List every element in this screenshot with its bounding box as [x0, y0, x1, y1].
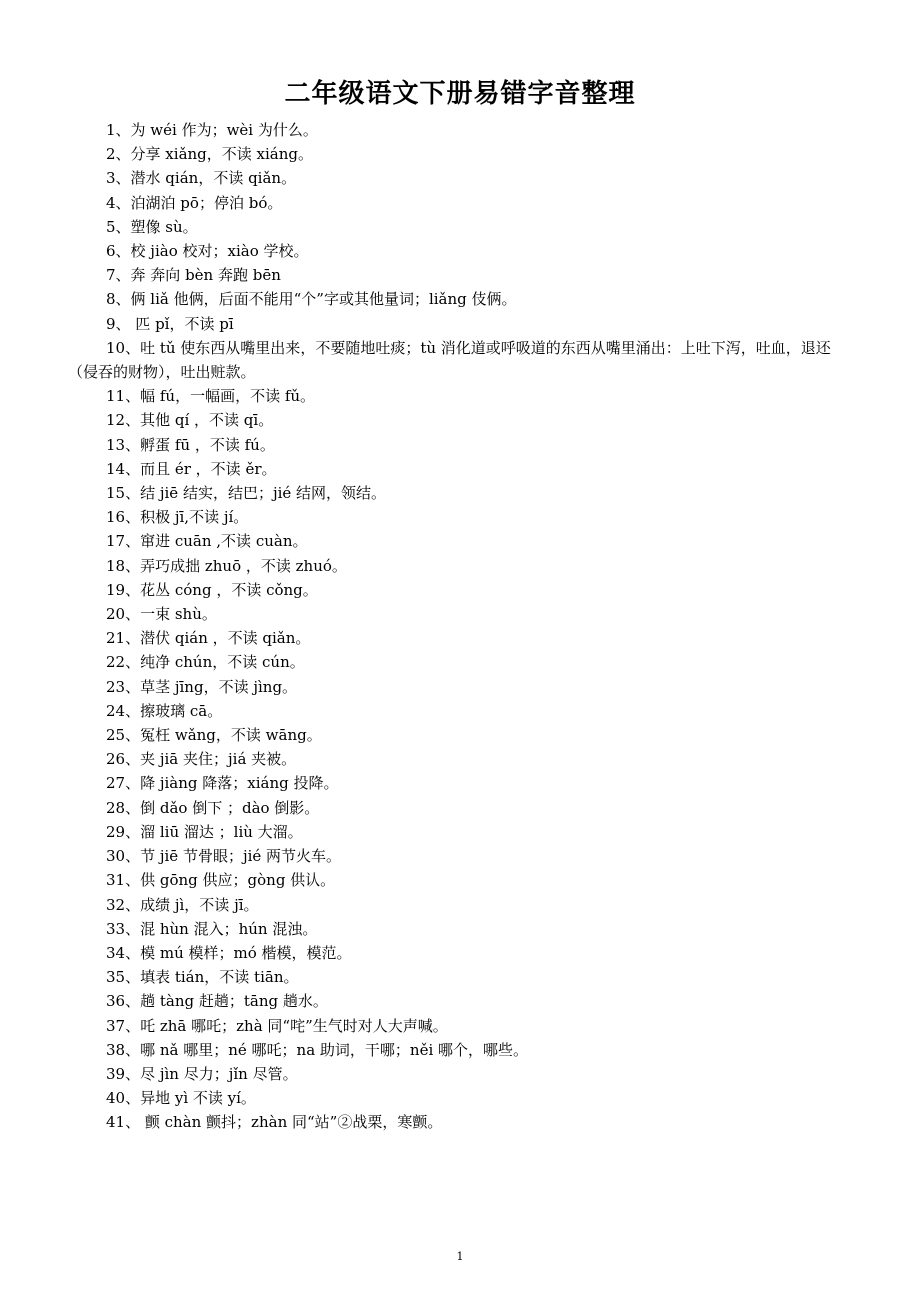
- page-number: 1: [456, 1250, 464, 1263]
- list-item: 15、结 jiē 结实，结巴；jié 结网，领结。: [106, 484, 387, 503]
- list-item: 31、供 gōng 供应；gòng 供认。: [106, 871, 336, 890]
- list-item: 10、吐 tǔ 使东西从嘴里出来，不要随地吐痰；tù 消化道或呼吸道的东西从嘴里涌出：上吐下泻，吐血，退还（侵吞的财物），吐出赃款。: [68, 338, 831, 382]
- list-item: 21、潜伏 qián ，不读 qiǎn。: [106, 629, 311, 648]
- list-item: 7、奔 奔向 bèn 奔跑 bēn: [106, 266, 281, 285]
- list-item: 28、倒 dǎo 倒下 ；dào 倒影。: [106, 798, 320, 817]
- list-item: 12、其他 qí ，不读 qī。: [106, 411, 274, 430]
- list-item: 13、孵蛋 fū ，不读 fú。: [106, 435, 275, 454]
- list-item: 19、花丛 cóng ，不读 cǒng。: [106, 580, 318, 599]
- list-item: 38、哪 nǎ 哪里；né 哪吒；na 助词，干哪；něi 哪个，哪些。: [106, 1040, 529, 1059]
- list-item: 26、夹 jiā 夹住；jiá 夹被。: [106, 750, 297, 769]
- list-item: 18、弄巧成拙 zhuō ，不读 zhuó。: [106, 556, 347, 575]
- list-item: 34、模 mú 模样；mó 楷模，模范。: [106, 943, 352, 962]
- list-item: 14、而且 ér ，不读 ěr。: [106, 459, 277, 478]
- list-item: 25、冤枉 wǎng，不读 wāng。: [106, 726, 322, 745]
- list-item: 4、泊湖泊 pō；停泊 bó。: [106, 193, 283, 212]
- list-item: 30、节 jiē 节骨眼；jié 两节火车。: [106, 847, 342, 866]
- list-item: 5、塑像 sù。: [106, 217, 198, 236]
- list-item: 37、吒 zhā 哪吒；zhà 同“咤”生气时对人大声喊。: [106, 1016, 448, 1035]
- list-item: 22、纯净 chún，不读 cún。: [106, 653, 305, 672]
- list-item: 6、校 jiào 校对；xiào 学校。: [106, 242, 309, 261]
- list-item: 36、趟 tàng 赶趟；tāng 趟水。: [106, 992, 328, 1011]
- list-item: 2、分享 xiǎng，不读 xiáng。: [106, 145, 314, 164]
- list-item: 16、积极 jī,不读 jí。: [106, 508, 249, 527]
- list-item: 41、 颤 chàn 颤抖；zhàn 同“站”②战栗，寒颤。: [106, 1113, 443, 1132]
- list-item: 1、为 wéi 作为；wèi 为什么。: [106, 121, 318, 139]
- list-item: 40、异地 yì 不读 yí。: [106, 1089, 256, 1108]
- list-item: 9、 匹 pǐ，不读 pī: [106, 314, 234, 333]
- list-item: 24、擦玻璃 cā。: [106, 701, 223, 720]
- page-title: 二年级语文下册易错字音整理: [284, 79, 636, 109]
- list-item: 3、潜水 qián，不读 qiǎn。: [106, 169, 297, 188]
- list-item: 23、草茎 jīng，不读 jìng。: [106, 677, 298, 696]
- list-item: 32、成绩 jì，不读 jī。: [106, 895, 259, 914]
- list-item: 20、一束 shù。: [106, 605, 217, 624]
- list-item: 8、俩 liǎ 他俩，后面不能用“个”字或其他量词；liǎng 伎俩。: [106, 290, 517, 309]
- list-item: 29、溜 liū 溜达 ；liù 大溜。: [106, 822, 303, 841]
- list-item: 33、混 hùn 混入；hún 混浊。: [106, 919, 318, 938]
- item-list: [68, 118, 858, 1135]
- list-item: 39、尽 jìn 尽力；jǐn 尽管。: [106, 1064, 298, 1083]
- list-item: 35、填表 tián，不读 tiān。: [106, 968, 299, 987]
- list-item: 17、窜进 cuān ,不读 cuàn。: [106, 532, 308, 551]
- list-item: 11、幅 fú，一幅画，不读 fǔ。: [106, 387, 316, 406]
- list-item: 27、降 jiàng 降落；xiáng 投降。: [106, 774, 339, 793]
